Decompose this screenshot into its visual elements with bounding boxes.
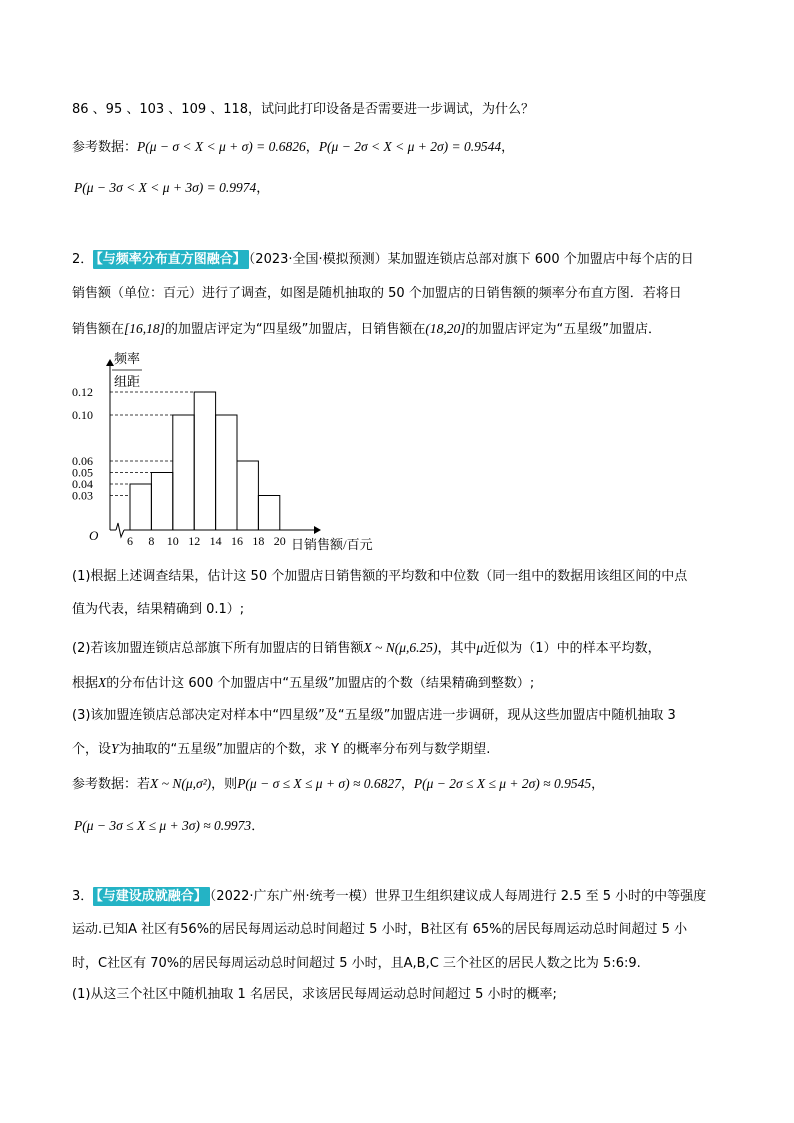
frequency-histogram: [68, 352, 398, 557]
p2-q2-line1: [72, 638, 661, 659]
p2-line3-a: 销售额在: [72, 322, 125, 337]
p2-line3-b: 的加盟店评定为“四星级”加盟店，日销售额在: [164, 322, 426, 337]
histogram-bar-18-20: [258, 496, 279, 531]
x-tick-label-10: 10: [166, 534, 179, 548]
histogram-bar-6-8: [130, 484, 151, 530]
x-tick-label-8: 8: [148, 534, 155, 548]
p1-ref1: P(μ − σ < X < μ + σ) = 0.6826: [137, 139, 306, 154]
p3-line3: 时，C社区有 70%的居民每周运动总时间超过 5 小时，且A,B,C 三个社区的居民人数之比为 5:6:9.: [72, 956, 641, 971]
origin-label: O: [89, 528, 99, 543]
p1-ref-label: 参考数据：: [72, 140, 138, 155]
p2-ref-prefix: 参考数据：若: [72, 777, 151, 792]
p2-ref3: P(μ − 3σ ≤ X ≤ μ + 3σ) ≈ 0.9973: [74, 818, 252, 833]
p2-number: 2．: [72, 252, 94, 267]
y-label-bottom: 组距: [114, 374, 141, 389]
p3-line1: 世界卫生组织建议成人每周进行 2.5 至 5 小时的中等强度: [374, 889, 707, 904]
p3-topic-tag: 【与建设成就融合】: [93, 887, 210, 906]
p1-ref3: P(μ − 3σ < X < μ + 3σ) = 0.9974: [74, 180, 257, 195]
y-tick-label-0.03: 0.03: [72, 488, 93, 503]
p2-ref2: P(μ − 2σ ≤ X ≤ μ + 2σ) ≈ 0.9545: [413, 776, 592, 791]
x-tick-label-12: 12: [188, 534, 201, 548]
p2-line3: [72, 319, 661, 340]
p2-q2-d: 根据: [72, 676, 99, 691]
p2-q3-line2: [72, 739, 490, 760]
p2-ref1: P(μ − σ ≤ X ≤ μ + σ) ≈ 0.6827: [237, 776, 401, 791]
p2-q3-a: 个，设: [72, 742, 112, 757]
y-tick-label-0.06: 0.06: [72, 454, 93, 468]
x-tick-label-16: 16: [231, 534, 243, 548]
p2-ref-distribution: X ~ N(μ,σ²): [150, 776, 212, 791]
histogram-bar-16-18: [237, 461, 258, 530]
p2-q2-mu: μ: [476, 640, 484, 655]
p2-line3-c: 的加盟店评定为“五星级”加盟店．: [465, 322, 661, 337]
p2-q1-line1: (1)根据上述调查结果，估计这 50 个加盟店日销售额的平均数和中位数（同一组中的数据用该组区间的中点: [72, 569, 688, 584]
p1-reference-line: 参考数据：P(μ − σ < X < μ + σ) = 0.6826，P(μ − 2σ < X < μ + 2σ) = 0.9544，: [72, 139, 515, 155]
x-tick-label-18: 18: [252, 534, 265, 548]
x-tick-label-6: 6: [127, 534, 133, 548]
p2-q2-e: 的分布估计这 600 个加盟店中“五星级”加盟店的个数（结果精确到整数）;: [106, 676, 535, 691]
p2-q2-a: (2)若该加盟连锁店总部旗下所有加盟店的日销售额: [72, 641, 364, 656]
p2-q2-c: 近似为（1）中的样本平均数，: [483, 641, 661, 656]
p2-line2: 销售额（单位：百元）进行了调查，如图是随机抽取的 50 个加盟店的日销售额的频率分布直方图．若将日: [72, 286, 682, 301]
axis-break-mark: [116, 523, 124, 537]
y-tick-label-0.05: 0.05: [72, 465, 93, 480]
p2-line1: 某加盟连锁店总部对旗下 600 个加盟店中每个店的日: [387, 252, 694, 267]
y-tick-label-0.10: 0.10: [72, 408, 93, 422]
p2-q1-line2: 值为代表，结果精确到 0.1）;: [72, 602, 245, 617]
p3-source: （2022·广东广州·统考一模）: [209, 889, 375, 904]
p2-interval-four-star: [16,18]: [124, 321, 165, 336]
p3-header-line: [72, 887, 706, 907]
histogram-bar-12-14: [194, 392, 215, 530]
p1-data-line: 86 、95 、103 、109 、118，试问此打印设备是否需要进一步调试，为什么？: [72, 102, 535, 117]
x-tick-label-14: 14: [209, 534, 222, 548]
p3-q1: (1)从这三个社区中随机抽取 1 名居民，求该居民每周运动总时间超过 5 小时的概率;: [72, 987, 557, 1002]
y-tick-label-0.04: 0.04: [72, 477, 93, 491]
p2-q2-distribution: X ~ N(μ,6.25): [363, 640, 438, 655]
p2-q2-X: X: [98, 675, 107, 690]
x-axis-label: 日销售额/百元: [291, 537, 373, 552]
p2-header-line: [72, 250, 694, 270]
p3-line2: 运动.已知A 社区有56%的居民每周运动总时间超过 5 小时，B社区有 65%的居民每周运动总时间超过 5 小: [72, 922, 688, 937]
p2-reference-line: 参考数据：若X ~ N(μ,σ²)，则P(μ − σ ≤ X ≤ μ + σ) ≈ 0.6827，P(μ − 2σ ≤ X ≤ μ + 2σ) ≈ 0.9545，: [72, 776, 605, 792]
p1-reference-line-2: P(μ − 3σ < X < μ + 3σ) = 0.9974，: [74, 180, 270, 196]
y-tick-label-0.12: 0.12: [72, 385, 93, 399]
p2-interval-five-star: (18,20]: [425, 321, 466, 336]
histogram-bar-8-10: [151, 473, 172, 531]
p2-source: （2023·全国·模拟预测）: [248, 252, 388, 267]
p3-number: 3．: [72, 889, 94, 904]
p2-ref-mid: ，则: [211, 777, 238, 792]
p2-topic-tag: 【与频率分布直方图融合】: [93, 250, 249, 269]
histogram-bar-14-16: [216, 415, 237, 530]
y-label-top: 频率: [114, 352, 141, 366]
x-tick-label-20: 20: [273, 534, 286, 548]
p1-ref2: P(μ − 2σ < X < μ + 2σ) = 0.9544: [318, 139, 502, 154]
p2-q3-line1: (3)该加盟连锁店总部决定对样本中“四星级”及“五星级”加盟店进一步调研，现从这些加盟店中随机抽取 3: [72, 708, 676, 723]
p2-q2-line2: [72, 673, 534, 694]
histogram-bar-10-12: [173, 415, 194, 530]
p2-reference-line-2: P(μ − 3σ ≤ X ≤ μ + 3σ) ≈ 0.9973．: [74, 818, 265, 834]
p2-q3-Y: Y: [111, 741, 119, 756]
p2-q3-b: 为抽取的“五星级”加盟店的个数，求 Y 的概率分布列与数学期望.: [118, 742, 491, 757]
p2-q2-b: ，其中: [437, 641, 477, 656]
